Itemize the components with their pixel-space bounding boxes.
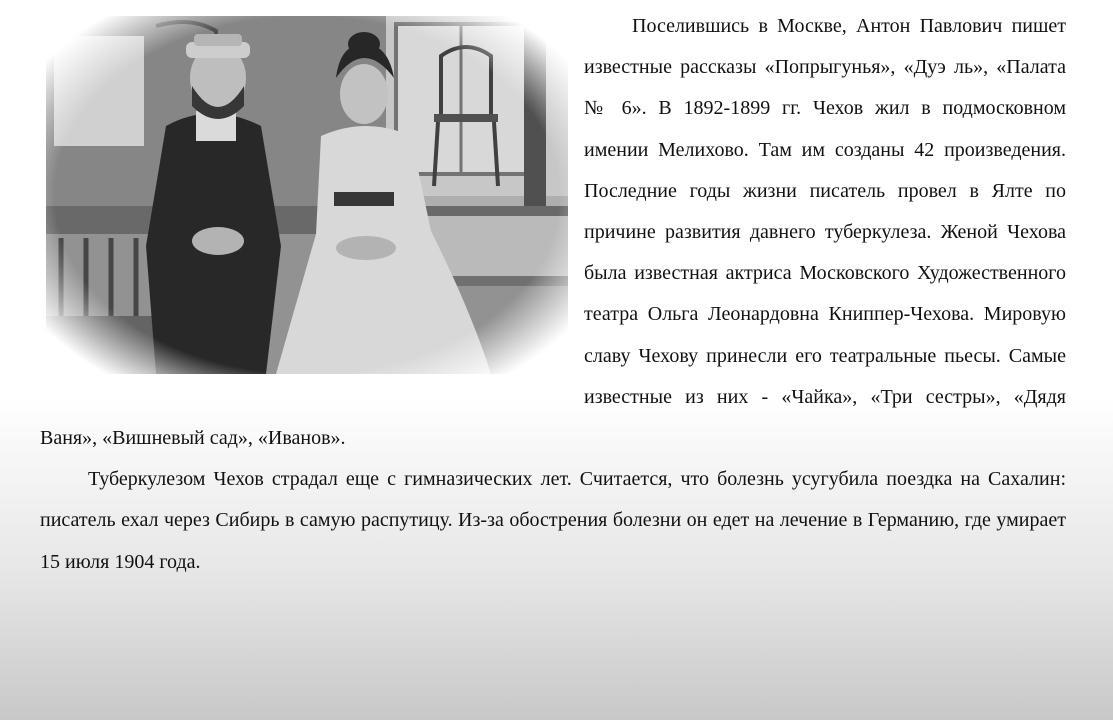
photo-chekhov-and-knipper xyxy=(46,16,568,374)
photo-illustration xyxy=(46,16,568,374)
paragraph-1: Поселившись в Москве, Антон Павлович пишет известные рассказы «Попрыгунья», «Дуэ ль», «Палата № 6». В 1892-1899 гг. Чехов жил в подмосковном имении Мелихово. Там им созданы 42 произведения. Последние годы жизни писатель провел в Ялте по причине развития давнего туберкулеза. Женой Чехова была известная актриса Московского Художественного театра Ольга Леонардовна Книппер-Чехова. Мировую славу Чехову принесли его театральные пьесы. Самые известные из них - «Чайка», «Три сестры», «Дядя Ваня», «Вишневый сад», «Иванов». xyxy=(40,15,1066,450)
text-block xyxy=(40,6,1066,583)
paragraph-2: Туберкулезом Чехов страдал еще с гимназических лет. Считается, что болезнь усугубила поездка на Сахалин: писатель ехал через Сибирь в самую распутицу. Из-за обострения болезни он едет на лечение в Германию, где умирает 15 июля 1904 года. xyxy=(40,468,1066,573)
